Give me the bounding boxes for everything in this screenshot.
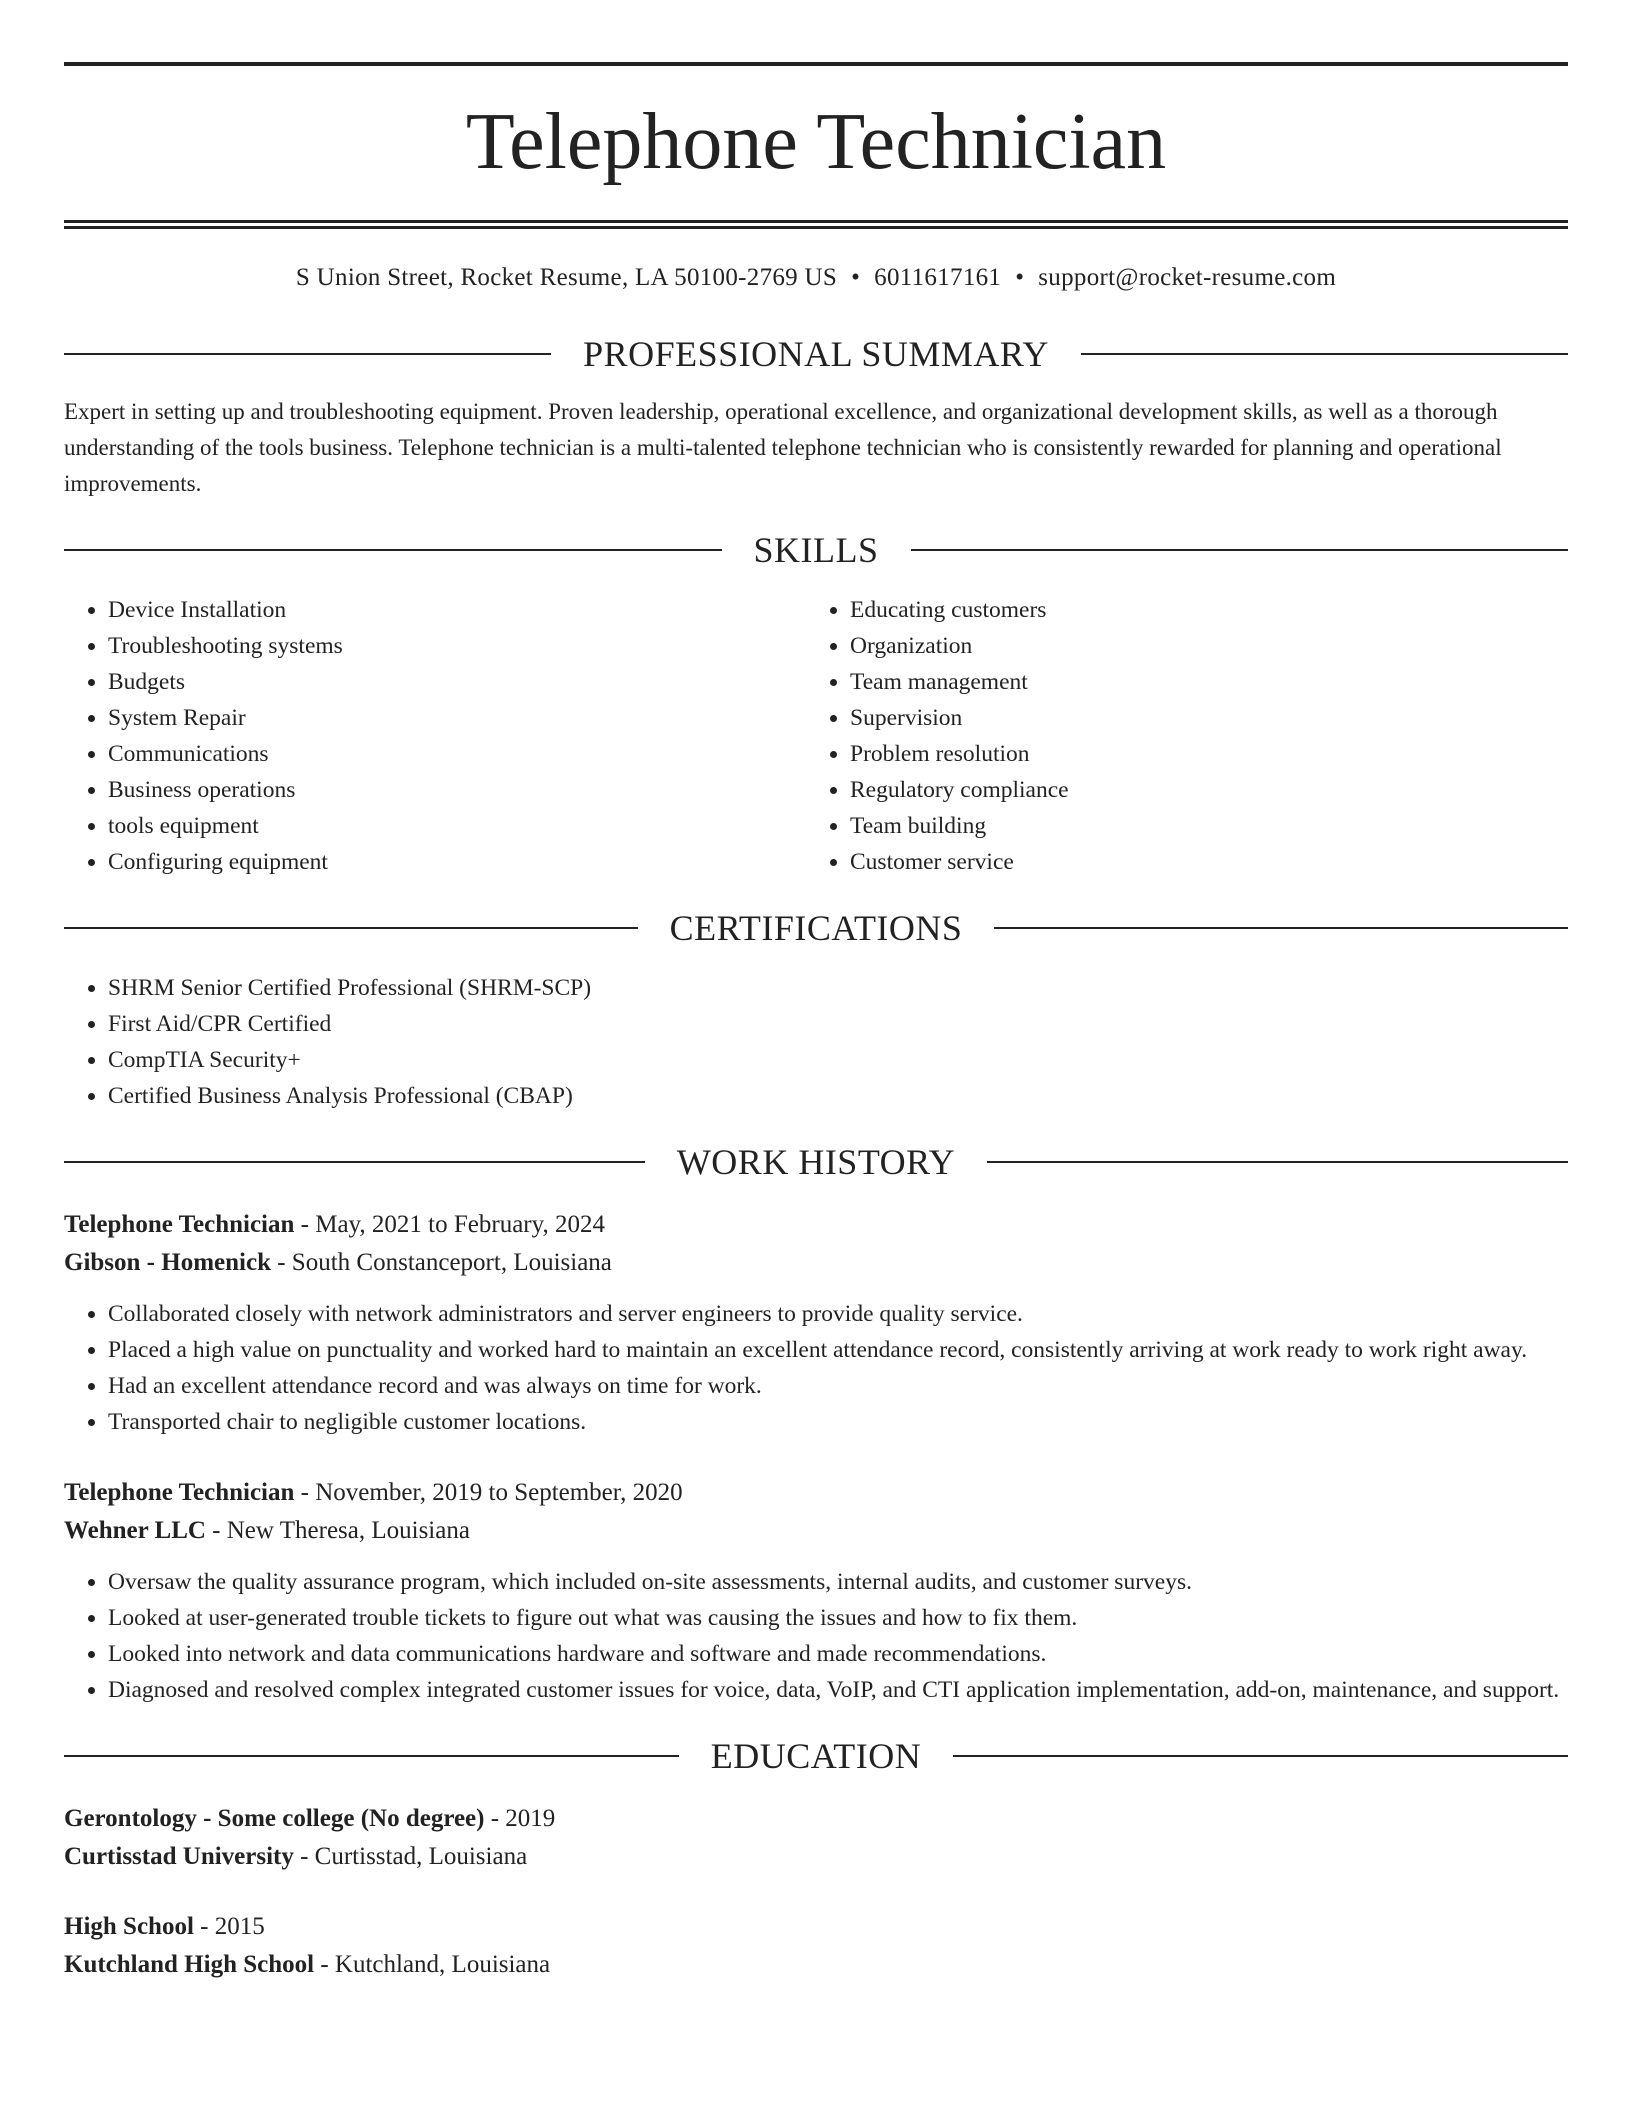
skill-item: • Configuring equipment [108,844,806,880]
job-bullets [64,1564,1568,1708]
job-bullet: • Collaborated closely with network administrators and server engineers to provide quality service. [108,1296,1568,1332]
job-title: Telephone Technician [64,1479,295,1506]
skills-list [64,592,1568,880]
job-bullet: • Looked into network and data communications hardware and software and made recommendations. [108,1636,1568,1672]
section-heading-summary [64,332,1568,376]
skill-item: • Regulatory compliance [850,772,1548,808]
contact-separator: • [851,264,861,291]
section-heading-education [64,1734,1568,1778]
job-dates: - November, 2019 to September, 2020 [294,1479,683,1506]
skills-column-right [806,592,1548,880]
heading-rule-left [64,549,722,551]
heading-rule-right [994,927,1568,929]
certification-item: • Certified Business Analysis Professional (CBAP) [108,1078,1568,1114]
job-title-line [64,1474,1568,1512]
certification-item: • First Aid/CPR Certified [108,1006,1568,1042]
section-title: SKILLS [753,530,879,570]
job-bullet: • Transported chair to negligible customer locations. [108,1404,1568,1440]
education-year: - 2019 [484,1805,556,1832]
education-location: - Curtisstad, Louisiana [293,1843,528,1870]
skill-item: • Troubleshooting systems [108,628,806,664]
education-location: - Kutchland, Louisiana [314,1951,551,1978]
job-bullet: • Oversaw the quality assurance program, which included on-site assessments, internal audits, and customer surveys. [108,1564,1568,1600]
skill-item: • Communications [108,736,806,772]
skill-item: • Business operations [108,772,806,808]
section-title: CERTIFICATIONS [669,908,963,948]
job-title: Telephone Technician [64,1211,295,1238]
job-company-line [64,1244,1568,1282]
job-location: - South Constanceport, Louisiana [270,1249,612,1276]
heading-rule-left [64,1161,645,1163]
skill-item: • tools equipment [108,808,806,844]
section-heading-skills [64,528,1568,572]
section-title: EDUCATION [710,1736,922,1776]
job-dates: - May, 2021 to February, 2024 [294,1211,606,1238]
section-title: WORK HISTORY [676,1142,956,1182]
heading-rule-right [911,549,1569,551]
education-degree-line [64,1908,1568,1946]
contact-phone: 6011617161 [874,264,1002,291]
contact-address: S Union Street, Rocket Resume, LA 50100-2769 US [295,264,838,291]
heading-rule-right [1081,353,1568,355]
education-school-line [64,1946,1568,1984]
skill-item: • Supervision [850,700,1548,736]
education-school-line [64,1838,1568,1876]
education-school: Kutchland High School [64,1951,315,1978]
education-entry [64,1800,1568,1876]
education-degree: Gerontology - Some college (No degree) [64,1805,485,1832]
job-company: Wehner LLC [64,1517,206,1544]
skill-item: • Budgets [108,664,806,700]
heading-rule-left [64,927,638,929]
title-double-rule [64,220,1568,229]
job-bullet: • Had an excellent attendance record and was always on time for work. [108,1368,1568,1404]
job-bullets [64,1296,1568,1440]
skill-item: • Organization [850,628,1548,664]
contact-line [64,262,1568,294]
education-degree-line [64,1800,1568,1838]
section-heading-certifications [64,906,1568,950]
skill-item: • System Repair [108,700,806,736]
skill-item: • Team building [850,808,1548,844]
skill-item: • Customer service [850,844,1548,880]
section-heading-work-history [64,1140,1568,1184]
skills-column-left [64,592,806,880]
certifications-list [64,970,1568,1114]
job-bullet: • Looked at user-generated trouble tickets to figure out what was causing the issues and how to fix them. [108,1600,1568,1636]
skill-item: • Problem resolution [850,736,1548,772]
skill-item: • Team management [850,664,1548,700]
heading-rule-left [64,353,551,355]
job-bullet: • Placed a high value on punctuality and worked hard to maintain an excellent attendance record, consistently arriving at work ready to work right away. [108,1332,1568,1368]
job-entry [64,1474,1568,1708]
job-location: - New Theresa, Louisiana [205,1517,470,1544]
contact-email: support@rocket-resume.com [1038,264,1337,291]
skill-item: • Educating customers [850,592,1548,628]
education-school: Curtisstad University [64,1843,294,1870]
heading-rule-right [953,1755,1568,1757]
education-degree: High School [64,1913,194,1940]
education-entry [64,1908,1568,1984]
job-company: Gibson - Homenick [64,1249,271,1276]
resume-page [64,0,1568,1984]
heading-rule-right [987,1161,1568,1163]
job-entry [64,1206,1568,1440]
contact-separator: • [1015,264,1025,291]
certification-item: • CompTIA Security+ [108,1042,1568,1078]
page-title: Telephone Technician [465,98,1167,186]
job-company-line [64,1512,1568,1550]
section-title: PROFESSIONAL SUMMARY [583,334,1049,374]
summary-text: Expert in setting up and troubleshooting equipment. Proven leadership, operational excellence, and organizational development skills, as well as a thorough understanding of the tools business. Telephone technician is a multi-talented telephone technician who is consistently rewarded for planning and operational improvements. [64,399,1502,496]
education-year: - 2015 [193,1913,265,1940]
certification-item: • SHRM Senior Certified Professional (SHRM-SCP) [108,970,1568,1006]
job-bullet: • Diagnosed and resolved complex integrated customer issues for voice, data, VoIP, and CTI application implementation, add-on, maintenance, and support. [108,1672,1568,1708]
skill-item: • Device Installation [108,592,806,628]
top-rule [64,62,1568,66]
job-title-line [64,1206,1568,1244]
heading-rule-left [64,1755,679,1757]
